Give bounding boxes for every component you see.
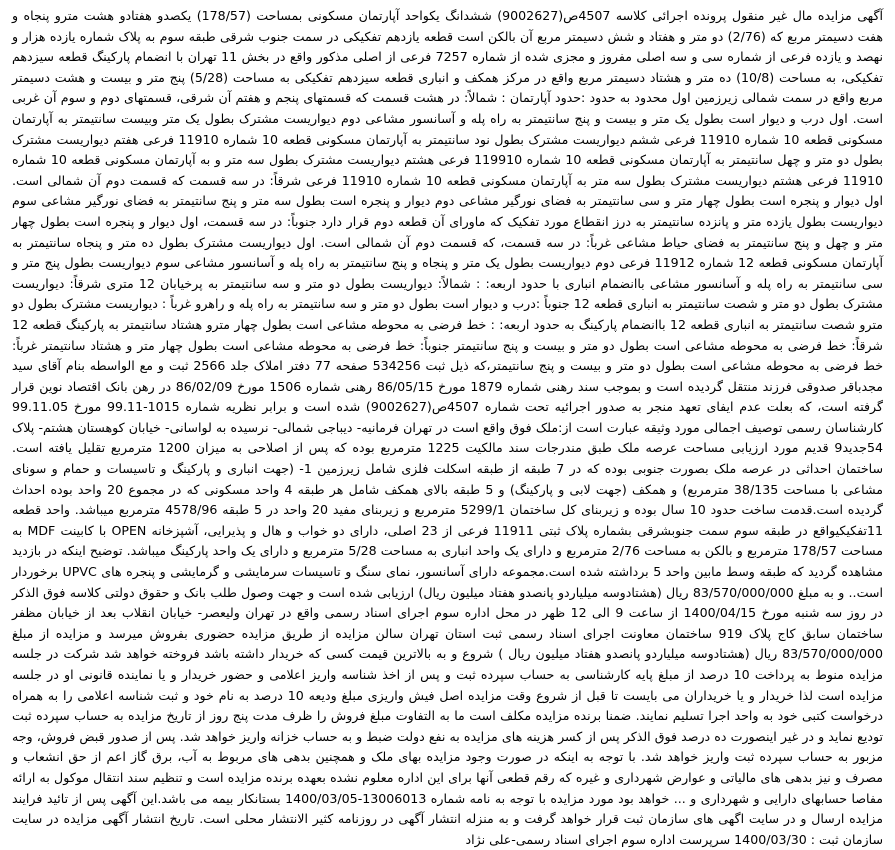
auction-notice-text: آگهی مزایده مال غیر منقول پرونده اجرائی کلاسه 4507ص(9002627) ششدانگ یکواحد آپارتمان مسکونی بمساحت (178/57) یکصدو هفتادو هشت مترو پنجاه و هفت دسیمتر مربع که (2/76) دو متر و هفتاد و شش دسیمتر مربع آن بالکن است قطعه یازدهم تفکیکی در سمت جنوب شرقی طبقه سوم به پلاک شماره یازده هزار و نهصد و یازده فرعی از شماره سی و سه اصلی مفروز و مجزی شده از شماره 7257 فرعی از اصلی مذکور واقع در بخش 11 تهران با انضمام پارکینگ قطعه سیزدهم تفکیکی، به مساحت (10/8) ده متر و هشتاد دسیمتر مربع واقع در مرکز همکف و انباری قطعه سیزدهم تفکیکی به مساحت (5/28) پنج متر و بیست و هشت دسیمتر مربع واقع در سمت شمالی زیرزمین اول محدود به حدود :حدود آپارتمان : شمالاً: در هشت قسمت که قسمتهای پنجم و هفتم آن شرقی، قسمتهای دوم و سوم آن غربی است. اول درب و دیوار است بطول یک متر و بیست و پنج سانتیمتر به راه پله و آسانسور مشاعی دوم دیواریست مشترک بطول یک متر وبیست سانتیمتر به آپارتمان مسکونی قطعه 10 شماره 11910 فرعی ششم دیواریست مشترک بطول نود سانتیمتر به آپارتمان مسکونی قطعه 10 شماره 11910 فرعی هفتم دیواریست مشترک بطول دو متر و چهل سانتیمتر به آپارتمان مسکونی قطعه 10 شماره 119910 فرعی هشتم دیواریست مشترک بطول سه متر و به آپارتمان مسکونی قطعه 10 شماره 11910 فرعی هشتم دیواریست مشترک بطول سه متر به آپارتمان مسکونی قطعه 10 شماره 11910 فرعی شرقاً: در سه قسمت که قسمت دوم آن شمالی است. اول دیوار و پنجره است بطول چهار متر و سی سانتیمتر به فضای نورگیر مشاعی دوم دیوار و پنجره است بطول سه متر و پنج سانتیمتر به فضای نورگیر مشاعی سوم دیواریست بطول یازده متر و پانزده سانتیمتر به درز انقطاع مورد تفکیک که ماورای آن قطعه دوم قرار دارد جنوباً: در سه قسمت، اول دیوار و پنجره است بطول چهار متر و چهل و پنج سانتیمتر به فضای حیاط مشاعی غرباً: در سه قسمت، که قسمت دوم آن شمالی است. اول دیواریست مشترک بطول ده متر و پنجاه سانتیمتر به آپارتمان مسکونی قطعه 12 شماره 11912 فرعی دوم دیواریست بطول یک متر و پنجاه و پنج سانتیمتر به راه پله و آسانسور مشاعی سوم دیواریست بطول پنج متر و سی سانتیمتر به راه پله و آسانسور مشاعی باانضمام انباری با حدود اربعه: : شمالاً: دیواریست بطول دو متر و سه سانتیمتر به پرخیابان 12 متری شرقاً: دیواریست مشترک بطول دو متر و شصت سانتیمتر به انباری قطعه 12 جنوباً :درب و دیوار است بطول دو متر و سه سانتیمتر به راه پله و راهرو غرباً : دیواریست مشترک بطول دو مترو شصت سانتیمتر به انباری قطعه 12 باانضمام پارکینگ به حدود اربعه: : خط فرضی به محوطه مشاعی است بطول چهار مترو هشتاد سانتیمتر به پارکینگ قطعه 12 شرقاً: خط فرضی به محوطه مشاعی است بطول دو متر و بیست و پنج سانتیمتر جنوباً: خط فرضی به محوطه مشاعی است بطول چهار متر و هشتاد سانتیمتر غرباً: خط فرضی به محوطه مشاعی است بطول دو متر و بیست و پنج سانتیمتر،که ذیل ثبت 534256 صفحه 77 دفتر املاک جلد 2566 ثبت و مع الواسطه بنام آقای سید مجدباقر صدوقی فرزند منتقل گردیده است و بموجب سند رهنی شماره 1879 مورخ 86/05/15 رهنی شماره 1506 مورخ 86/02/09 در رهن بانک اقتصاد نوین قرار گرفته است، که بعلت عدم ایفای تعهد منجر به صدور اجرائیه تحت شماره 4507ص(9002627) شده است و برابر نظریه شماره 1015-99.11 مورخ 99.11.05 کارشناسان رسمی توصیف اجمالی مورد وثیقه عبارت است از:ملک فوق واقع است در تهران فرمانیه- دیباجی شمالی- نرسیده به لواسانی- خیابان کوهستان هشتم- پلاک 54جدید9 قدیم مورد ارزیابی مساحت عرصه ملک طبق مندرجات سند مالکیت 1225 مترمربع بوده که پس از اصلاحی به میزان 1200 مترمربع تقلیل یافته است. ساختمان احداثی در عرصه ملک بصورت جنوبی بوده که در 7 طبقه از طبقه اسکلت فلزی شامل زیرزمین 1- (جهت انباری و پارکینگ و تاسیسات و حمام و سونای مشاعی با مساحت 38/135 مترمربع) و همکف (جهت لابی و پارکینگ) و 5 طبقه بالای همکف شامل هر طبقه 4 واحد مسکونی که در مجموع 20 واحد بوده احداث گردیده است.قدمت ساخت حدود 10 سال بوده و زیربنای کل ساختمان 5299/1 مترمربع و زیربنای مفید 20 واحد در 5 طبقه 4578/96 مترمربع میباشد. واحد قطعه 11تفکیکیواقع در طبقه سوم سمت جنوبشرقی بشماره پلاک ثبتی 11911 فرعی از 23 اصلی، دارای دو خواب و هال و پذیرایی، آشپزخانه OPEN با کابینت MDF به مساحت 178/57 مترمربع و بالکن به مساحت 2/76 مترمربع و دارای یک واحد انباری به مساحت 5/28 مترمربع و دارای یک واحد پارکینگ میباشد. توضیح اینکه در بازدید مشاهده گردید که طبقه وسط مابین واحد 5 برداشته شده است.مجموعه دارای آسانسور، نمای سنگ و تاسیسات سرمایشی و گرمایشی و پنجره های UPVC برخوردار است.. و به مبلغ 83/570/000/000 ریال (هشتادوسه میلیاردو پانصدو هفتاد میلیون ریال) ارزیابی شده است و جهت وصول طلب بانک و حقوق دولتی کلاسه فوق الذکر در روز سه شنبه مورخ 1400/04/15 از ساعت 9 الی 12 ظهر در محل اداره سوم اجرای اسناد رسمی واقع در تهران ولیعصر- خیابان انقلاب بعد از خیابان مظفر ساختمان سابق کاج پلاک 919 ساختمان معاونت اجرای اسناد رسمی ثبت استان تهران سالن مزایده از طریق مزایده حضوری بفروش میرسد و مزایده از مبلغ 83/570/000/000 ریال (هشتادوسه میلیاردو پانصدو هفتاد میلیون ریال ) شروع و به بالاترین قیمت کسی که خریدار داشته باشد فروخته خواهد شد شرکت در جلسه مزایده منوط به پرداخت 10 درصد از مبلغ پایه کارشناسی به حساب سپرده ثبت و پس از اخذ شناسه واریز اعلامی و حضور خریدار و یا نماینده قانونی او در جلسه مزایده است لذا خریدار و یا خریداران می بایست تا قبل از شروع وقت مزایده اصل فیش واریزی مبلغ ودیعه 10 درصد به نام خود و ثبت شناسه اعلامی را به همراه درخواست کتبی خود به واحد اجرا تسلیم نمایند. ضمنا برنده مزایده مکلف است ما به التفاوت مبلغ فروش را ظرف مدت پنج روز از تاریخ مزایده به حساب سپرده ثبت تودیع نماید و در غیر اینصورت ده درصد فوق الذکر پس از کسر هزینه های مزایده به نفع دولت ضبط و به حساب خزانه واریز خواهد شد. پس از صدور قبض فروش، وجه مزبور به حساب سپرده ثبت واریز خواهد شد. با توجه به اینکه در صورت وجود مزایده بهای ملک و همچنین بدهی های مربوط به آب، برق گاز اعم از حق انشعاب و مصرف و نیز بدهی های مالیاتی و عوارض شهرداری و غیره که رقم قطعی آنها برای این اداره معلوم نشده بعهده برنده مزایده است و تنظیم سند انتقال موکول به ارائه مفاصا حسابهای دارایی و شهرداری و ... خواهد بود مورد مزایده با توجه به نامه شماره 13006013-1400/03/05 بستانکار بیمه می باشد.این آگهی پس از تائید فرایند مزایده ارسال و در سایت اگهی های سازمان ثبت قرار خواهد گرفت و به منزله انتشار آگهی در روزنامه کثیر الانتشار محلی است. تاریخ انتشار آگهی مزایده در سایت سازمان ثبت : 1400/03/30 سرپرست اداره سوم اجرای اسناد رسمی-علی نژاد xyxy=(12,8,884,847)
